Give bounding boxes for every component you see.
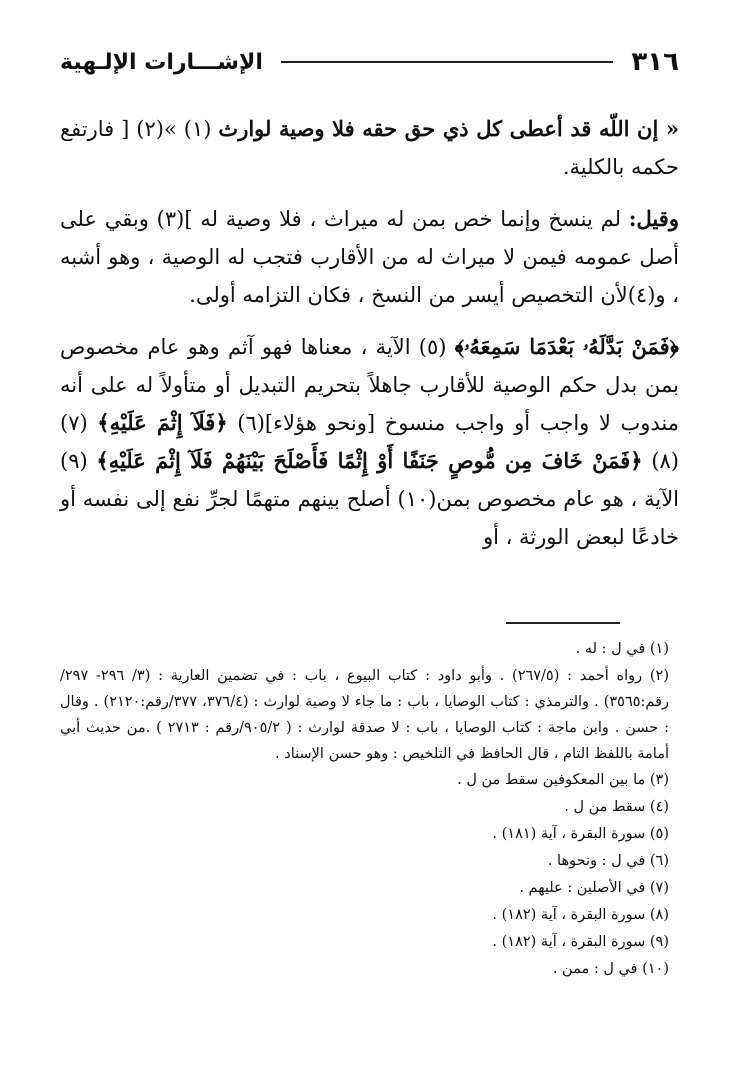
paragraph-3-text-1: (٥) الآية ، معناها فهو آثم وهو عام مخصوص بمن بدل حكم الوصية للأقارب جاهلاً بتحريم التبديل أو متأولاً له على أنه مندوب لا واجب أو واجب منسوخ [ونحو هؤلاء](٦) bbox=[60, 335, 679, 435]
footnote-item: (٩) سورة البقرة ، آية (١٨٢) . bbox=[492, 934, 669, 950]
footnote-item: (٢) رواه أحمد : (٢٦٧/٥) . وأبو داود : كتاب البيوع ، باب : في تضمين العارية : (٣/ ٢٩٦- ٢٩٧/رقم:٣٥٦٥) . والترمذي : كتاب الوصايا ، باب : ما جاء لا وصية لوارث : (٣٧٦/٤، ٣٧٧/رقم:٢١٢٠) . وقال : حسن . وابن ماجة : كتاب الوصايا ، باب : لا صدقة لوارث : ( ٩٠٥/٢/رقم : ٢٧١٣ ) .من حديث أبي أمامة باللفظ التام ، قال الحافظ في التلخيص : وهو حسن الإسناد . bbox=[60, 668, 670, 762]
paragraph-3-text-2: (٧) (٨) bbox=[60, 411, 679, 473]
paragraph-3-text-3: (٩) الآية ، هو عام مخصوص بمن(١٠) أصلح بينهم متهمًا لجرِّ نفع إلى نفسه أو خادعًا لبعض الورثة ، أو bbox=[60, 449, 679, 549]
main-text bbox=[60, 110, 679, 570]
paragraph-2 bbox=[60, 200, 679, 314]
quran-verse-2: ﴿فَلَآ إِثْمَ عَلَيْهِ﴾ bbox=[97, 410, 228, 435]
footnote-item: (٥) سورة البقرة ، آية (١٨١) . bbox=[492, 826, 669, 842]
footnote-item: (٤) سقط من ل . bbox=[564, 799, 669, 815]
footnote-item: (١) في ل : له . bbox=[575, 641, 669, 657]
paragraph-1-rest: (١) »(٢) [ فارتفع حكمه بالكلية. bbox=[60, 117, 679, 179]
hadith-quote: « إن اللّه قد أعطى كل ذي حق حقه فلا وصية لوارث bbox=[218, 116, 679, 141]
footnote-item: (٦) في ل : ونحوها . bbox=[547, 853, 669, 869]
header-rule bbox=[281, 61, 613, 63]
quran-verse-1: ﴿فَمَنْ بَدَّلَهُۥ بَعْدَمَا سَمِعَهُۥ﴾ bbox=[454, 334, 679, 359]
page-number: ٣١٦ bbox=[631, 47, 679, 77]
paragraph-2-lead: وقيل: bbox=[628, 206, 679, 231]
footnote-divider bbox=[506, 622, 620, 624]
paragraph-1 bbox=[60, 110, 679, 186]
quran-verse-3: ﴿فَمَنْ خَافَ مِن مُّوصٍ جَنَفًا أَوْ إِثْمًا فَأَصْلَحَ بَيْنَهُمْ فَلَآ إِثْمَ عَلَيْهِ﴾ bbox=[96, 448, 643, 473]
footnote-item: (٣) ما بين المعكوفين سقط من ل . bbox=[457, 772, 669, 788]
footnote-item: (١٠) في ل : ممن . bbox=[552, 961, 669, 977]
footnote-item: (٨) سورة البقرة ، آية (١٨٢) . bbox=[492, 907, 669, 923]
paragraph-2-text: لم ينسخ وإنما خص بمن له ميراث ، فلا وصية له ](٣) وبقي على أصل عمومه فيمن لا ميراث له من الأقارب فتجب له الوصية ، وهو أشبه ، و(٤)لأن التخصيص أيسر من النسخ ، فكان التزامه أولى. bbox=[60, 207, 679, 307]
page-header bbox=[60, 44, 679, 80]
paragraph-3 bbox=[60, 328, 679, 556]
running-title: الإشـــارات الإلـهية bbox=[60, 49, 263, 75]
footnote-item: (٧) في الأصلين : عليهم . bbox=[519, 880, 669, 896]
footnotes bbox=[60, 636, 679, 983]
